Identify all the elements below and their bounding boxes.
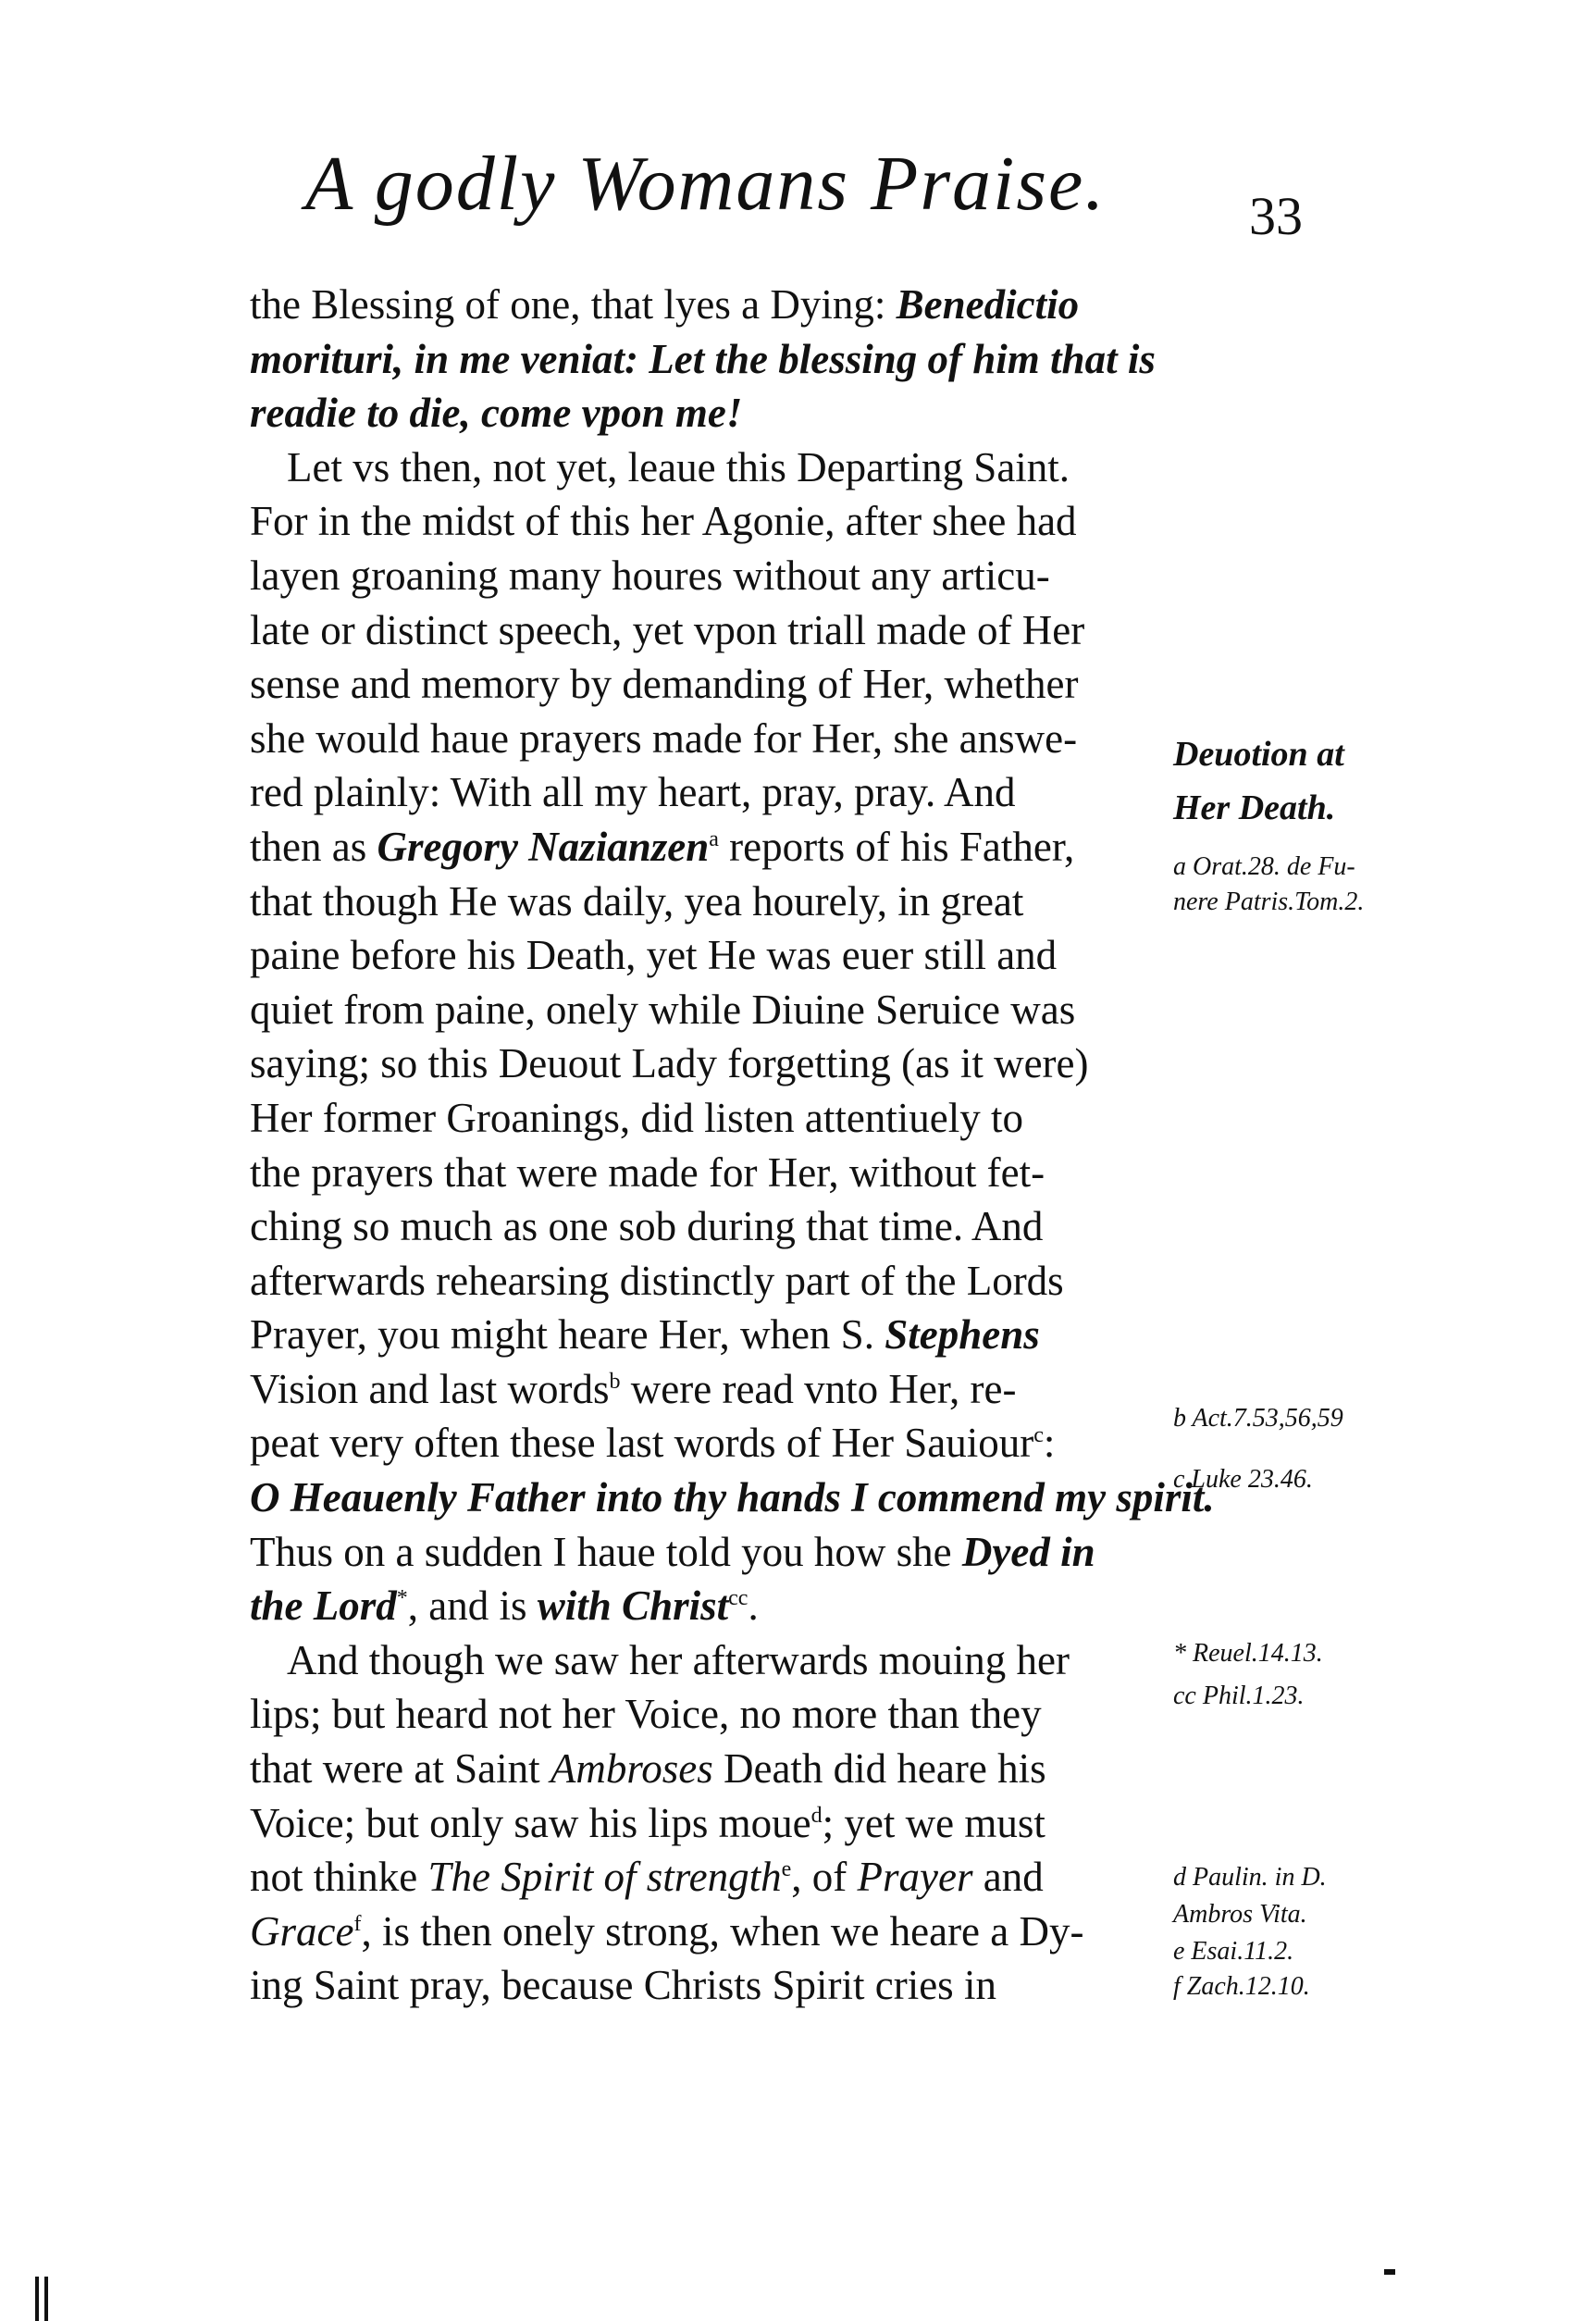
text-line: that were at Saint Ambroses Death did heare his [250,1745,1046,1793]
margin-note-devotion: Deuotion at [1173,735,1344,774]
text-line: lips; but heard not her Voice, no more than they [250,1691,1042,1738]
text-line: Thus on a sudden I haue told you how she Dyed in [250,1528,1095,1575]
text-line: afterwards rehearsing distinctly part of the Lords [250,1257,1064,1304]
text-line: the prayers that were made for Her, without fet- [250,1148,1045,1196]
text-line: For in the midst of this her Agonie, after shee had [250,498,1077,545]
text-line: Her former Groanings, did listen attentiuely to [250,1094,1024,1141]
margin-note-c: c Luke 23.46. [1173,1465,1313,1494]
footnote-mark: f [353,1911,362,1936]
footnote-mark: e [781,1857,792,1882]
text-line: that though He was daily, yea hourely, in great [250,877,1024,925]
text-line: she would haue prayers made for Her, she answe- [250,714,1078,762]
footnote-mark: c [1033,1423,1044,1448]
text-line: O Heauenly Father into thy hands I commend my spirit. [250,1474,1215,1521]
footnote-mark: b [609,1369,621,1394]
margin-note-b: b Act.7.53,56,59 [1173,1404,1343,1433]
scan-artifact [44,2277,48,2321]
margin-note-f: f Zach.12.10. [1173,1972,1310,2001]
footnote-mark: d [810,1803,823,1828]
footnote-mark: cc [728,1586,749,1611]
text-line: quiet from paine, onely while Diuine Seruice was [250,986,1076,1033]
text-line: peat very often these last words of Her Sauiour$^c$: [250,1420,1056,1467]
scan-artifact [35,2277,39,2321]
margin-note-a: a Orat.28. de Fu- [1173,852,1355,881]
text-line: not thinke The Spirit of strength$^e$, of Prayer and [250,1854,1044,1901]
text-line: Grace$^f$, is then onely strong, when we heare a Dy- [250,1907,1084,1955]
page-number: 33 [1249,186,1303,246]
text-line: ching so much as one sob during that time. And [250,1203,1044,1250]
text-line: then as Gregory Nazianzen$^a$ reports of his Father, [250,823,1075,870]
margin-note-d: Ambros Vita. [1173,1900,1307,1929]
text-line: morituri, in me veniat: Let the blessing of him that is [250,335,1156,382]
text-line: sense and memory by demanding of Her, whether [250,661,1079,708]
text-line: Let vs then, not yet, leaue this Departing Saint. [287,443,1070,490]
footnote-mark: * [396,1586,408,1611]
running-title: A godly Womans Praise. [305,141,1107,227]
margin-note-e: e Esai.11.2. [1173,1937,1294,1966]
text-line: layen groaning many houres without any articu- [250,552,1050,599]
text-line: the Blessing of one, that lyes a Dying: Benedictio [250,281,1080,328]
margin-note-devotion: Her Death. [1173,788,1336,827]
text-line: And though we saw her afterwards mouing her [287,1636,1070,1683]
text-line: paine before his Death, yet He was euer still and [250,932,1058,979]
text-line: the Lord*, and is with Christ$^{cc}$. [250,1582,759,1630]
text-line: Voice; but only saw his lips moue$^d$; yet we must [250,1799,1045,1846]
body-text [250,278,1215,2013]
text-line: late or distinct speech, yet vpon triall made of Her [250,606,1085,653]
margin-note-cc: cc Phil.1.23. [1173,1682,1305,1710]
text-line: readie to die, come vpon me! [250,390,743,437]
text-line: red plainly: With all my heart, pray, pray. And [250,769,1016,816]
text-line: Vision and last words$^b$ were read vnto Her, re- [250,1365,1017,1412]
margin-note-a: nere Patris.Tom.2. [1173,887,1365,916]
footnote-mark: a [709,826,719,851]
scan-artifact [1384,2269,1395,2275]
text-line: ing Saint pray, because Christs Spirit cries in [250,1962,996,2009]
margin-note-d: d Paulin. in D. [1173,1863,1327,1892]
text-line: saying; so this Deuout Lady forgetting (as it were) [250,1040,1089,1087]
text-line: Prayer, you might heare Her, when S. Stephens [250,1311,1040,1359]
margin-note-star: * Reuel.14.13. [1173,1639,1323,1668]
